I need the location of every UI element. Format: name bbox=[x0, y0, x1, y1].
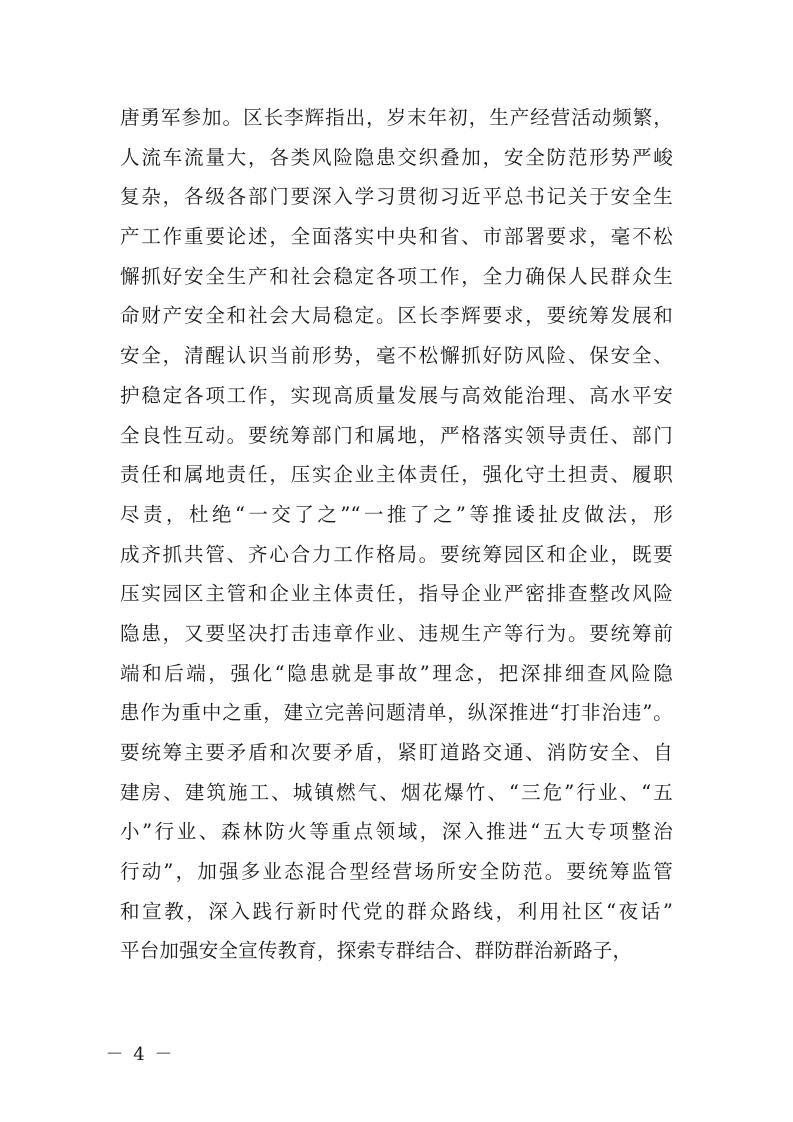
text-line: 要统筹主要矛盾和次要矛盾，紧盯道路交通、消防安全、自 bbox=[120, 741, 673, 764]
text-line: 全良性互动。要统筹部门和属地，严格落实领导责任、部门 bbox=[120, 423, 673, 447]
text-line: 和宣教，深入践行新时代党的群众路线，利用社区“夜话” bbox=[120, 899, 673, 923]
body-text bbox=[120, 98, 673, 971]
text-line: 隐患，又要坚决打击违章作业、违规生产等行为。要统筹前 bbox=[120, 621, 673, 645]
text-line: 安全，清醒认识当前形势，毫不松懈抓好防风险、保安全、 bbox=[120, 344, 673, 368]
text-line: 患作为重中之重，建立完善问题清单，纵深推进“打非治违”。 bbox=[120, 701, 673, 725]
text-line: 唐勇军参加。区长李辉指出，岁末年初，生产经营活动频繁， bbox=[120, 106, 673, 129]
text-line: 复杂，各级各部门要深入学习贯彻习近平总书记关于安全生 bbox=[120, 185, 673, 209]
text-line: 人流车流量大，各类风险隐患交织叠加，安全防范形势严峻 bbox=[120, 145, 673, 169]
text-line: 端和后端，强化“隐患就是事故”理念，把深排细查风险隐 bbox=[120, 661, 673, 685]
text-line: 建房、建筑施工、城镇燃气、烟花爆竹、“三危”行业、“五 bbox=[120, 780, 673, 804]
text-line: 尽责，杜绝“一交了之”“一推了之”等推诿扯皮做法，形 bbox=[120, 502, 673, 526]
text-line: 懈抓好安全生产和社会稳定各项工作，全力确保人民群众生 bbox=[120, 264, 673, 288]
text-line: 压实园区主管和企业主体责任，指导企业严密排查整改风险 bbox=[120, 582, 673, 606]
text-line: 成齐抓共管、齐心合力工作格局。要统筹园区和企业，既要 bbox=[120, 542, 673, 566]
text-line: 小”行业、森林防火等重点领域，深入推进“五大专项整治 bbox=[120, 820, 673, 844]
text-line: 责任和属地责任，压实企业主体责任，强化守土担责、履职 bbox=[120, 463, 673, 487]
page-number: － 4 － bbox=[105, 1044, 175, 1065]
text-line: 行动”，加强多业态混合型经营场所安全防范。要统筹监管 bbox=[120, 860, 673, 884]
text-line: 产工作重要论述，全面落实中央和省、市部署要求，毫不松 bbox=[120, 225, 673, 249]
text-line: 护稳定各项工作，实现高质量发展与高效能治理、高水平安 bbox=[120, 383, 673, 407]
text-line: 平台加强安全宣传教育，探索专群结合、群防群治新路子， bbox=[120, 939, 633, 963]
text-line: 命财产安全和社会大局稳定。区长李辉要求，要统筹发展和 bbox=[120, 304, 673, 328]
